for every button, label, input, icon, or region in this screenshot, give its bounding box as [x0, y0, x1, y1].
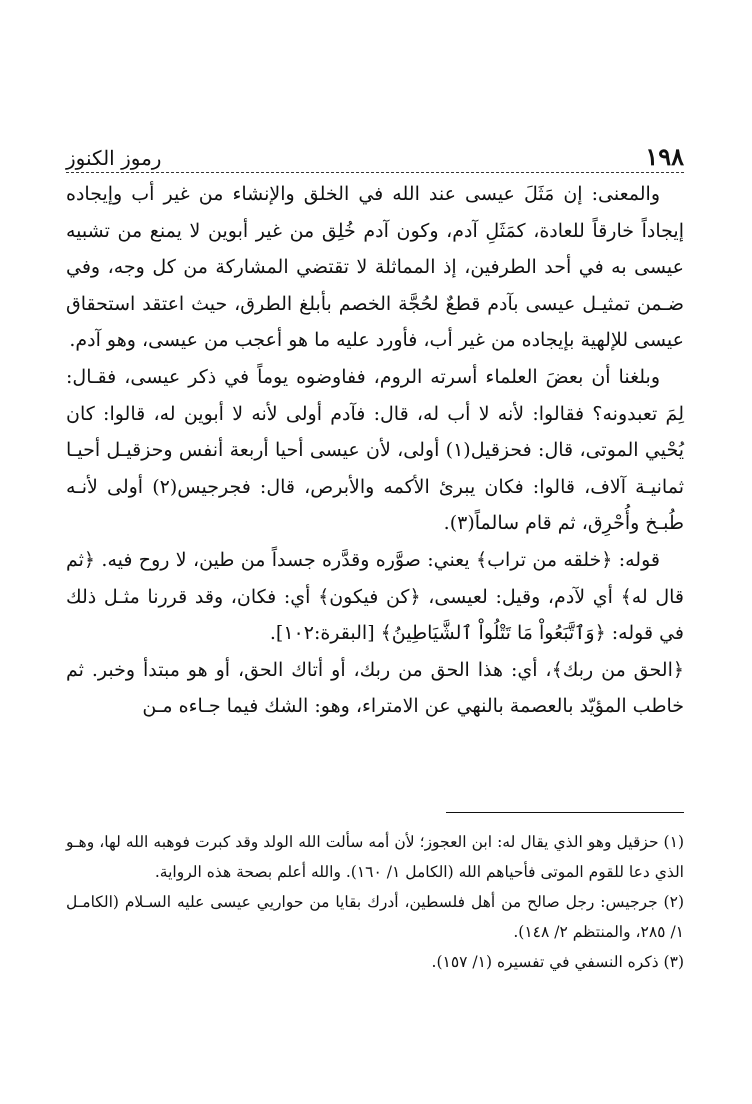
main-text	[66, 176, 684, 725]
page-header	[66, 138, 684, 173]
footnotes	[66, 827, 684, 977]
footnote: (٣) ذكره النسفي في تفسيره (١/ ١٥٧).	[431, 953, 684, 971]
page-number: ١٩٨	[645, 142, 684, 171]
footnote: (١) حزقيل وهو الذي يقال له: ابن العجوز؛ لأن أمه سألت الله الولد وقد كبرت فوهبه الله لها، وهـو الذي دعا للقوم الموتى فأحياهم الله (الكامل ١/ ١٦٠). والله أعلم بصحة هذه الرواية.	[66, 833, 684, 881]
paragraph: وبلغنا أن بعضَ العلماء أسرته الروم، ففاوضوه يوماً في ذكر عيسى، فقـال: لِمَ تعبدونه؟ فقالوا: لأنه لا أب له، قال: فآدم أولى لأنه لا أبوين له، قالوا: كان يُحْيي الموتى، قال: فحزقيل(١) أولى، لأن عيسى أحيا أربعة أنفس وحزقيـل أحيـا ثمانيـة آلاف، قالوا: فكان يبرئ الأكمه والأبرص، قال: فجرجيس(٢) أولى لأنـه طُبـخ وأُحْرِق، ثم قام سالماً(٣).	[66, 365, 684, 535]
footnote: (٢) جرجيس: رجل صالح من أهل فلسطين، أدرك بقايا من حواريي عيسى عليه السـلام (الكامـل ١/ ٢٨٥، والمنتظم ٢/ ١٤٨).	[66, 893, 684, 941]
paragraph: قوله: ﴿خلقه من تراب﴾ يعني: صوَّره وقدَّره جسداً من طين، لا روح فيه. ﴿ثم قال له﴾ أي لآدم، وقيل: لعيسى، ﴿كن فيكون﴾ أي: فكان، وقد قررنا مثـل ذلك في قوله: ﴿وَٱتَّبَعُواْ مَا تَتْلُواْ ٱلشَّيَاطِينُ﴾ [البقرة:١٠٢].	[66, 548, 684, 645]
paragraph: ﴿الحق من ربك﴾، أي: هذا الحق من ربك، أو أتاك الحق، أو هو مبتدأ وخبر. ثم خاطب المؤيّد بالعصمة بالنهي عن الامتراء، وهو: الشك فيما جـاءه مـن	[66, 658, 684, 718]
footnote-separator	[446, 812, 684, 813]
paragraph: والمعنى: إن مَثَلَ عيسى عند الله في الخلق والإنشاء من غير أب وإيجاده إيجاداً خارقاً للعادة، كمَثَلِ آدم، وكون آدم خُلِق من غير أبوين لا يمنع من تشبيه عيسى به في أحد الطرفين، إذ المماثلة لا تقتضي المشاركة من كل وجه، وفي ضـمن تمثيـل عيسى بآدم قطعٌ لحُجَّة الخصم بأبلغ الطرق، حيث اعتقد استحقاق عيسى للإلهية بإيجاده من غير أب، فأورد عليه ما هو أعجب من عيسى، وهو آدم.	[66, 183, 684, 352]
running-title: رموز الكنوز	[66, 146, 162, 170]
